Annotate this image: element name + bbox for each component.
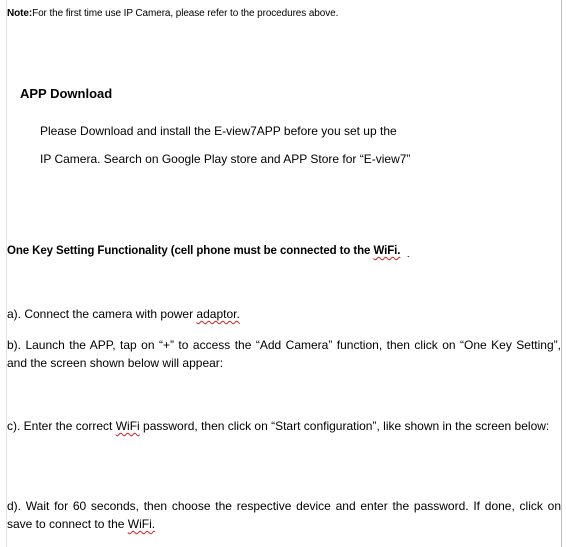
app-download-line-1: Please Download and install the E-view7APP before you set up the: [40, 124, 397, 138]
note-text: For the first time use IP Camera, please refer to the procedures above.: [32, 8, 339, 19]
step-a-adaptor: adaptor.: [196, 307, 240, 321]
step-d-text: d). Wait for 60 seconds, then choose the respective device and enter the password. If done, click on save to connect to the: [7, 499, 561, 531]
step-c-text-1: c). Enter the correct: [7, 419, 116, 433]
one-key-heading: [7, 245, 412, 259]
page-margin-right: [561, 0, 562, 547]
step-d: [7, 497, 561, 533]
one-key-heading-text: One Key Setting Functionality (cell phone must be connected to the: [7, 245, 374, 257]
step-a: [7, 305, 561, 323]
one-key-heading-wifi: WiFi.: [373, 245, 401, 257]
app-download-heading: APP Download: [20, 86, 113, 101]
step-c-text-2: password, then click on “Start configuration”, like shown in the screen below:: [139, 419, 550, 433]
step-c: [7, 417, 561, 435]
stray-mark: ˎ: [402, 247, 412, 259]
step-b: b). Launch the APP, tap on “+” to access the “Add Camera” function, then click on “One Key Setting”, and the screen shown below will appear:: [7, 338, 561, 370]
step-d-wifi: WiFi.: [127, 517, 156, 531]
note-label: Note:: [7, 8, 33, 19]
note-line: [7, 8, 338, 19]
step-c-wifi: WiFi: [115, 419, 140, 433]
app-download-line-2: IP Camera. Search on Google Play store and APP Store for “E-view7”: [40, 152, 411, 166]
step-a-text: a). Connect the camera with power: [7, 307, 197, 321]
page-margin-left: [6, 0, 7, 547]
